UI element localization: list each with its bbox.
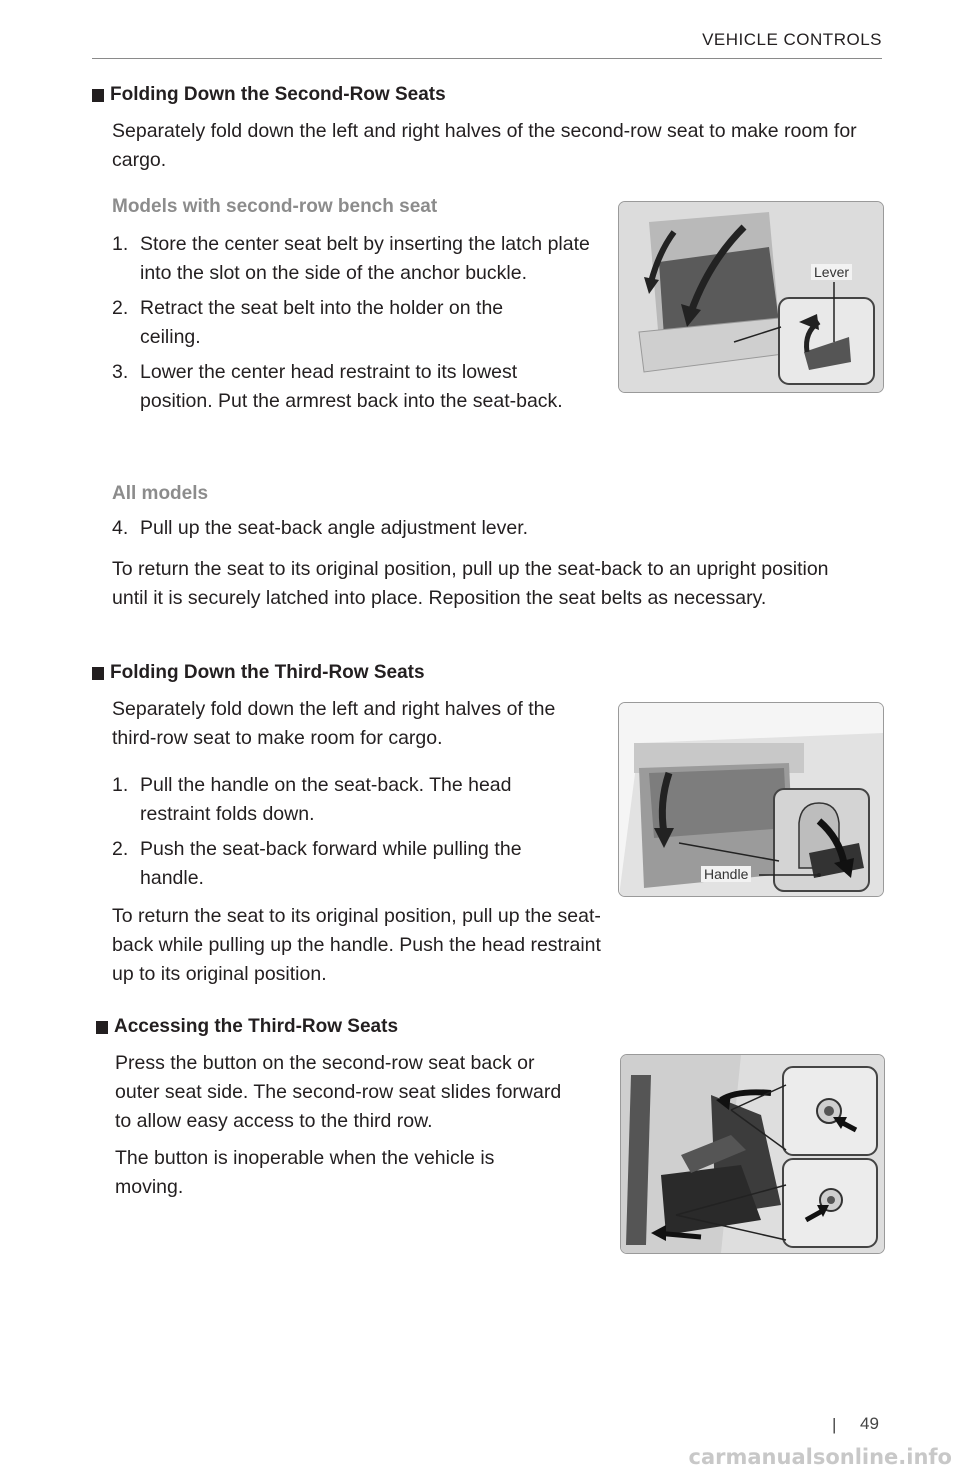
section-marker-icon bbox=[96, 1021, 108, 1034]
step-item: 2. Retract the seat belt into the holder on the ceiling. bbox=[112, 297, 504, 348]
footer-separator: | bbox=[832, 1415, 837, 1434]
step-item: 4. Pull up the seat-back angle adjustment lever. bbox=[112, 517, 529, 539]
seat-slide-illustration bbox=[621, 1055, 884, 1253]
all-models-heading: All models bbox=[112, 483, 209, 504]
second-row-intro: Separately fold down the left and right halves of the second-row seat to make room for cargo. bbox=[112, 120, 857, 171]
bench-steps bbox=[112, 230, 592, 416]
seat-fold-illustration bbox=[619, 202, 883, 392]
running-header: VEHICLE CONTROLS bbox=[702, 30, 882, 49]
step-item: 3. Lower the center head restraint to its lowest position. Put the armrest back into the seat-back. bbox=[112, 361, 563, 412]
section-title-second-row: Folding Down the Second-Row Seats bbox=[92, 84, 446, 106]
step-item: 1. Pull the handle on the seat-back. The head restraint folds down. bbox=[112, 774, 512, 825]
second-row-seat-figure bbox=[618, 201, 884, 393]
page-number: 49 bbox=[860, 1414, 879, 1433]
second-row-return-text: To return the seat to its original position, pull up the seat-back to an upright position until it is securely latched into place. Reposition the seat belts as necessary. bbox=[112, 558, 829, 609]
access-seat-figure bbox=[620, 1054, 885, 1254]
section-title-third-row: Folding Down the Third-Row Seats bbox=[92, 662, 425, 684]
third-row-seat-figure bbox=[618, 702, 884, 897]
section-marker-icon bbox=[92, 667, 104, 680]
third-row-return-text: To return the seat to its original position, pull up the seat-back while pulling up the handle. Push the head restraint up to its original position. bbox=[112, 905, 601, 985]
header-rule bbox=[92, 58, 882, 59]
step-item: 2. Push the seat-back forward while pulling the handle. bbox=[112, 838, 522, 889]
lever-inset bbox=[779, 298, 874, 384]
access-text-1: Press the button on the second-row seat back or outer seat side. The second-row seat slides forward to allow easy access to the third row. bbox=[115, 1052, 562, 1132]
bench-seat-heading: Models with second-row bench seat bbox=[112, 196, 438, 217]
third-row-intro: Separately fold down the left and right halves of the third-row seat to make room for cargo. bbox=[112, 698, 556, 749]
step-item: 1. Store the center seat belt by inserting the latch plate into the slot on the side of the anchor buckle. bbox=[112, 233, 590, 284]
handle-label: Handle bbox=[701, 866, 751, 882]
section-marker-icon bbox=[92, 89, 104, 102]
section-title-access-third-row: Accessing the Third-Row Seats bbox=[96, 1016, 398, 1038]
third-row-steps bbox=[112, 771, 592, 893]
lever-label: Lever bbox=[811, 264, 852, 280]
access-text-2: The button is inoperable when the vehicle is moving. bbox=[115, 1147, 495, 1198]
watermark: carmanualsonline.info bbox=[688, 1445, 952, 1469]
